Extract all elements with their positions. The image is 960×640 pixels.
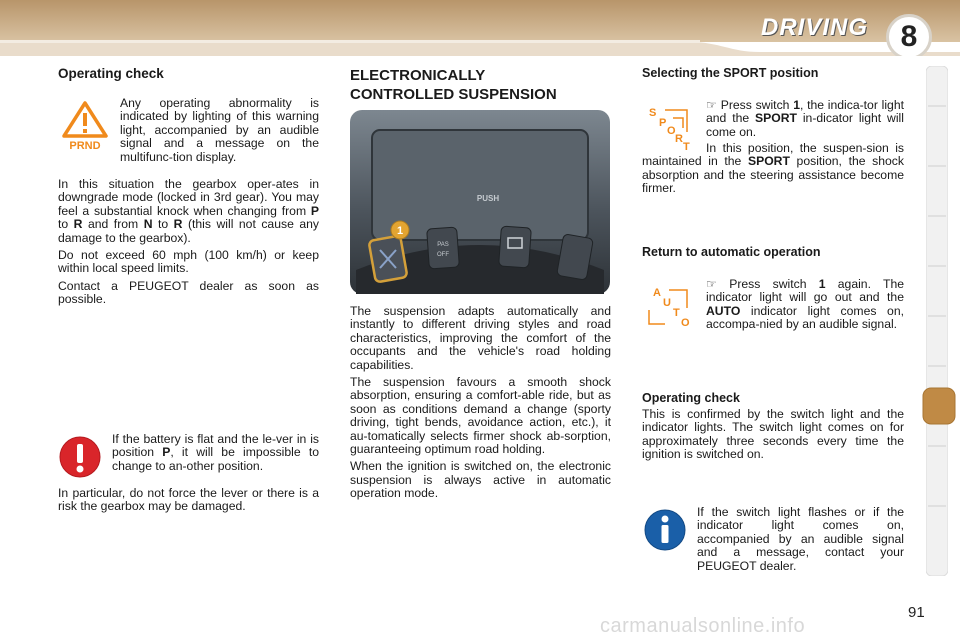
sport-position-text bbox=[642, 142, 904, 200]
left-intro bbox=[120, 97, 319, 168]
lever-force-paragraph: In particular, do not force the lever or there is a risk the gearbox may be damaged. bbox=[58, 486, 319, 514]
svg-text:T: T bbox=[683, 141, 690, 152]
auto-indicator-icon bbox=[643, 280, 695, 330]
suspension-heading-line1: ELECTRONICALLY bbox=[350, 67, 486, 84]
page-number: 91 bbox=[908, 604, 925, 621]
auto-heading-block bbox=[642, 245, 904, 259]
svg-text:S: S bbox=[649, 107, 657, 119]
speed-limit-paragraph: Do not exceed 60 mph (100 km/h) or keep within local speed limits. bbox=[58, 248, 319, 276]
push-label: PUSH bbox=[476, 194, 500, 203]
suspension-heading-line2: CONTROLLED SUSPENSION bbox=[350, 86, 557, 103]
suspension-heading-block bbox=[350, 66, 612, 104]
ignition-paragraph: When the ignition is switched on, the electronic suspension is always active in automatic operation mode. bbox=[350, 459, 611, 501]
battery-warning-text bbox=[112, 433, 319, 477]
sport-position-paragraph: In this position, the suspen-sion is maintained in the SPORT position, the shock absorption and the steering assistance become firmer. bbox=[642, 141, 904, 196]
battery-paragraph: If the battery is flat and the le-ver in is position P, it will be impossible to change to an-other position. bbox=[112, 432, 319, 473]
watermark: carmanualsonline.info bbox=[600, 615, 806, 637]
chapter-number-badge: 8 bbox=[886, 14, 932, 56]
svg-text:O: O bbox=[667, 125, 676, 137]
right-check-text bbox=[642, 408, 904, 466]
sport-bullet-paragraph: ☞ Press switch 1, the indica-tor light and the SPORT in-dicator light will come on. bbox=[706, 98, 904, 139]
warning-icon-label: PRND bbox=[69, 140, 101, 152]
left-operating-check-heading-block bbox=[58, 66, 320, 81]
operating-check-heading: Operating check bbox=[642, 391, 740, 405]
svg-text:R: R bbox=[675, 133, 683, 145]
auto-bullet-paragraph: ☞ Press switch 1 again. The indicator light will go out and the AUTO indicator light comes on, accompa-nied by an audible signal. bbox=[706, 277, 905, 332]
svg-text:O: O bbox=[681, 317, 690, 329]
favours-paragraph: The suspension favours a smooth shock absorption, ensuring a comfort-able ride, but as soon as conditions demand a change (sporty driving, tight bends, avoidance action, etc.), it au-tomatically selects firmer shock ab-sorption, guaranteeing optimum road holding. bbox=[350, 375, 611, 457]
callout-number: 1 bbox=[396, 225, 404, 237]
svg-text:PAS: PAS bbox=[437, 242, 449, 248]
suspension-switch-photo bbox=[350, 110, 610, 294]
adapts-paragraph: The suspension adapts automatically and instantly to different driving styles and road characteristics, improving the comfort of the occupants and the vehicle's road holding capabilities. bbox=[350, 304, 611, 372]
chapter-title: DRIVING bbox=[760, 14, 868, 41]
contact-dealer-paragraph: Contact a PEUGEOT dealer as soon as possible. bbox=[58, 278, 319, 307]
sport-bullet bbox=[706, 99, 904, 143]
operating-check-paragraph: This is confirmed by the switch light and the indicator lights. The switch light comes on for approximately three seconds every time the ignition is switched on. bbox=[642, 407, 904, 462]
intro-paragraph: Any operating abnormality is indicated by lighting of this warning light, accompanied by an audible signal and a message on the multifunc-tion display. bbox=[120, 96, 319, 164]
chapter-header bbox=[0, 0, 960, 56]
hand-pointer-icon: ☞ bbox=[706, 277, 717, 291]
svg-text:U: U bbox=[663, 297, 671, 309]
left-body bbox=[58, 178, 319, 311]
svg-text:A: A bbox=[653, 287, 661, 299]
parking-assist-switch[interactable] bbox=[427, 227, 460, 269]
svg-text:P: P bbox=[659, 117, 667, 129]
svg-text:T: T bbox=[673, 307, 680, 319]
auto-heading: Return to automatic operation bbox=[642, 245, 821, 259]
info-paragraph: If the switch light flashes or if the indicator light comes on, accompanied by an audible signal and a message, contact your PEUGEOT dealer. bbox=[697, 505, 904, 573]
info-icon bbox=[643, 508, 687, 552]
gearbox-warning-icon bbox=[60, 100, 110, 152]
exclamation-warning-icon bbox=[58, 435, 102, 479]
active-chapter-tab[interactable] bbox=[922, 386, 956, 426]
sport-heading: Selecting the SPORT position bbox=[642, 66, 819, 80]
auto-bullet bbox=[706, 278, 904, 336]
chapter-tab-strip bbox=[926, 66, 948, 576]
sport-heading-block bbox=[642, 66, 904, 80]
svg-text:OFF: OFF bbox=[437, 252, 449, 258]
gearbox-downgrade-paragraph: In this situation the gearbox oper-ates in downgrade mode (locked in 3rd gear). You may feel a substantial knock when changing from P to R and from N to R (this will not cause any damage to the gearbox). bbox=[58, 177, 320, 245]
info-note bbox=[697, 506, 904, 577]
section-heading: Operating check bbox=[58, 66, 164, 81]
middle-body bbox=[350, 305, 611, 505]
right-check-heading-block bbox=[642, 391, 904, 405]
warning-switch[interactable] bbox=[499, 226, 532, 268]
battery-force-text bbox=[58, 487, 319, 518]
hand-pointer-icon: ☞ bbox=[706, 98, 717, 112]
